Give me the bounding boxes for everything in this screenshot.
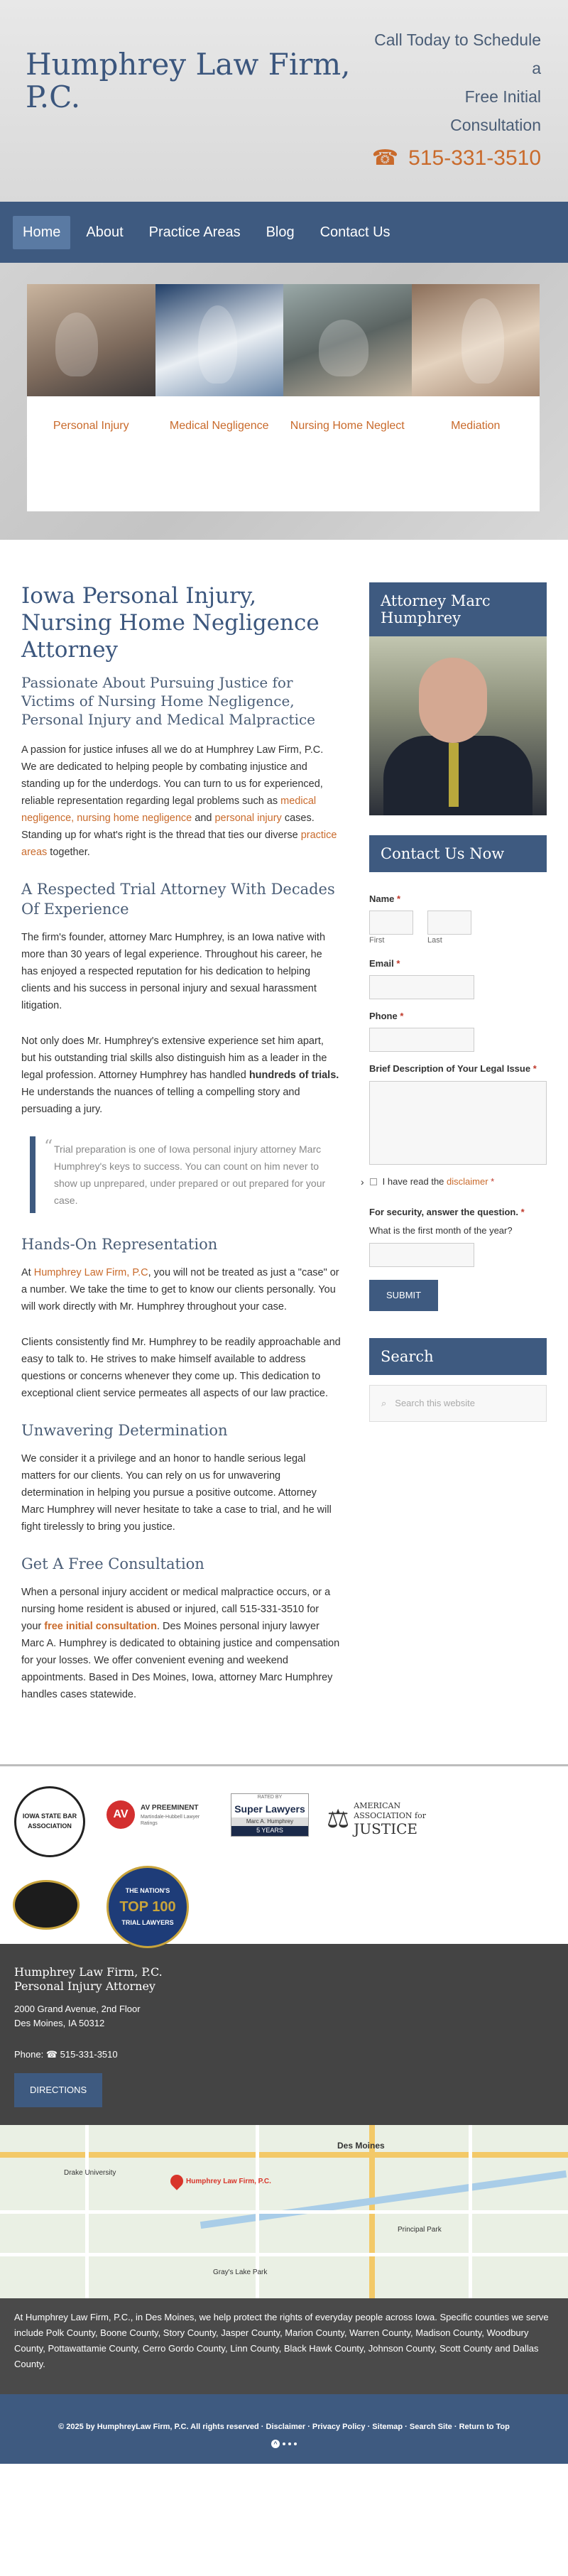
last-name-caption: Last xyxy=(427,936,442,945)
cta-line: Consultation xyxy=(450,116,541,134)
main-content xyxy=(21,582,341,1722)
map-label-drake: Drake University xyxy=(64,2169,116,2177)
link-personal-injury-inline[interactable]: personal injury xyxy=(214,813,282,824)
site-header xyxy=(0,0,568,202)
first-name-input[interactable] xyxy=(369,911,413,935)
phone-icon: ☎ xyxy=(45,2049,58,2060)
super-lawyers-logo[interactable]: RATED BY Super Lawyers Marc A. Humphrey 5 YEARS xyxy=(231,1793,309,1837)
section-heading-determination: Unwavering Determination xyxy=(21,1422,228,1439)
contact-widget xyxy=(361,835,547,1318)
security-answer-input[interactable] xyxy=(369,1243,474,1267)
disclaimer-link[interactable]: disclaimer xyxy=(447,1176,488,1188)
map-label-principal-park: Principal Park xyxy=(398,2226,442,2234)
chevron-up-icon[interactable]: ^ xyxy=(271,2440,280,2448)
search-icon: ⌕ xyxy=(381,1397,387,1408)
last-name-input[interactable] xyxy=(427,911,471,935)
map-label-firm: Humphrey Law Firm, P.C. xyxy=(186,2178,271,2185)
link-mediation[interactable]: Mediation xyxy=(451,420,501,432)
description-label: Brief Description of Your Legal Issue * xyxy=(369,1063,537,1075)
map-label-city: Des Moines xyxy=(337,2141,385,2151)
section-heading-hands-on: Hands-On Representation xyxy=(21,1236,218,1253)
site-logo[interactable]: Humphrey Law Firm, P.C. xyxy=(26,47,351,114)
name-label: Name * xyxy=(369,893,401,904)
disclaimer-text: I have read the disclaimer * xyxy=(382,1176,495,1188)
nav-practice-areas[interactable]: Practice Areas xyxy=(148,224,241,240)
disclaimer-checkbox[interactable] xyxy=(370,1178,377,1185)
top-100-logo[interactable]: THE NATION'S TOP 100 TRIAL LAWYERS xyxy=(106,1866,189,1948)
directions-button[interactable]: DIRECTIONS xyxy=(14,2073,102,2107)
av-mark: AV xyxy=(106,1800,135,1829)
search-widget xyxy=(369,1338,547,1422)
main-nav xyxy=(0,202,568,263)
search-placeholder: Search this website xyxy=(395,1397,476,1408)
copyright-text: © 2025 by HumphreyLaw Firm, P.C. All rights reserved · Disclaimer · Privacy Policy · Sitemap · Search Site · Return to Top xyxy=(58,2423,510,2431)
footer-address: 2000 Grand Avenue, 2nd Floor Des Moines, IA 50312 xyxy=(14,2004,141,2028)
page-subtitle: Passionate About Pursuing Justice for Victims of Nursing Home Negligence, Personal Injury and Medical Malpractice xyxy=(21,674,316,728)
cta-line: a xyxy=(532,59,541,77)
practice-photos xyxy=(27,284,540,396)
sidebar xyxy=(361,582,547,1722)
link-free-consultation[interactable]: free initial consultation xyxy=(44,1621,157,1632)
link-personal-injury[interactable]: Personal Injury xyxy=(53,420,129,432)
aaj-logo[interactable]: ⚖ AMERICAN ASSOCIATION for JUSTICE xyxy=(327,1799,426,1839)
attorney-portrait[interactable] xyxy=(369,636,547,815)
map-label-grays-lake: Gray's Lake Park xyxy=(213,2268,268,2276)
link-medical-nursing-negligence[interactable]: medical negligence, nursing home negligence xyxy=(21,795,317,824)
description-textarea[interactable] xyxy=(369,1081,547,1165)
trial-skills-paragraph: Not only does Mr. Humphrey's extensive experience set him apart, but his outstanding trial skills also distinguish him as a leader in the legal profession. Attorney Humphrey has handled hundreds of trials. He understands the nuances of telling a compelling story and persuading a jury. xyxy=(21,1036,339,1115)
link-firm-name[interactable]: Humphrey Law Firm, P.C xyxy=(33,1267,148,1278)
footer-phone: Phone: ☎ 515-331-3510 xyxy=(14,2049,118,2060)
link-practice-areas-inline[interactable]: practice areas xyxy=(21,830,337,858)
practice-panel xyxy=(27,284,540,511)
site-footer xyxy=(0,1944,568,2125)
nav-contact-us[interactable]: Contact Us xyxy=(320,224,390,240)
first-name-caption: First xyxy=(369,936,385,945)
intro-paragraph: A passion for justice infuses all we do at Humphrey Law Firm, P.C. We are dedicated to helping people by combating injustice and standing up for the underdogs. You can turn to us for experienced, reliable representation regarding legal problems such as medical negligence, nursing home negligence and personal injury cases. Standing up for what's right is the thread that ties our diverse practice areas together. xyxy=(21,744,337,858)
scales-icon: ⚖ xyxy=(327,1804,350,1833)
footer-firm-name: Humphrey Law Firm, P.C. xyxy=(14,1965,163,1979)
link-medical-negligence[interactable]: Medical Negligence xyxy=(169,420,269,432)
copyright-bar xyxy=(0,2394,568,2464)
footer-phone-number[interactable]: 515-331-3510 xyxy=(60,2049,118,2060)
location-map[interactable] xyxy=(0,2125,568,2298)
founder-paragraph: The firm's founder, attorney Marc Humphrey, is an Iowa native with more than 30 years of legal experience. Throughout his career, he has enjoyed a respected reputation for his dedication to helping clients and his success in personal injury and sexual harassment litigation. xyxy=(21,932,326,1011)
link-nursing-home-neglect[interactable]: Nursing Home Neglect xyxy=(290,420,405,432)
back-to-top[interactable] xyxy=(271,2440,297,2448)
approachable-paragraph: Clients consistently find Mr. Humphrey to be readily approachable and easy to talk to. He strives to make himself available to address questions or concerns whenever they come up. This dedication to exceptional client service permeates all aspects of our law practice. xyxy=(21,1337,341,1399)
disclaimer-row xyxy=(361,1175,547,1190)
isba-logo[interactable]: IOWA STATE BAR ASSOCIATION xyxy=(14,1786,85,1857)
nav-about[interactable]: About xyxy=(86,224,124,240)
section-heading-free-consultation: Get A Free Consultation xyxy=(21,1555,204,1572)
header-phone-number[interactable]: 515-331-3510 xyxy=(408,146,541,170)
header-phone[interactable] xyxy=(372,142,541,175)
search-input[interactable] xyxy=(369,1385,547,1422)
medical-negligence-photo[interactable] xyxy=(155,284,284,396)
pull-quote: “ Trial preparation is one of Iowa personal injury attorney Marc Humphrey's keys to success. You can count on him never to show up unprepared, under prepared or out prepared for your case. xyxy=(30,1136,341,1213)
nursing-home-photo[interactable] xyxy=(283,284,412,396)
hands-on-paragraph: At Humphrey Law Firm, P.C, you will not be treated as just a "case" or a number. We take the time to get to know our clients personally. You will work directly with Mr. Humphrey throughout your case. xyxy=(21,1267,339,1313)
contact-widget-title: Contact Us Now xyxy=(369,835,547,872)
cta-line: Free Initial xyxy=(464,87,541,106)
determination-paragraph: We consider it a privilege and an honor to handle serious legal matters for our clients. You can rely on us for unwavering determination in helping you pursue a positive outcome. Attorney Marc Humphrey will never hesitate to take a case to trial, and he will fight tirelessly to bring you justice. xyxy=(21,1453,332,1533)
personal-injury-photo[interactable] xyxy=(27,284,155,396)
nav-blog[interactable]: Blog xyxy=(266,224,295,240)
service-counties: At Humphrey Law Firm, P.C., in Des Moines, we help protect the rights of everyday people across Iowa. Specific counties we serve include Polk County, Boone County, Story County, Jasper County, Marion County, Warren County, Madison County, Woodbury County, Pottawattamie County, Cerro Gordo County, Linn County, Black Hawk County, Johnson County, Scott County and Dallas County. xyxy=(0,2298,568,2394)
page-title: Iowa Personal Injury, Nursing Home Negligence Attorney xyxy=(21,583,320,663)
attorney-widget-title: Attorney Marc Humphrey xyxy=(369,582,547,636)
main-area xyxy=(0,540,568,1722)
map-pin-icon[interactable] xyxy=(168,2172,185,2190)
practice-banner xyxy=(0,263,568,540)
quote-icon: “ xyxy=(44,1136,53,1156)
cta-text xyxy=(328,26,541,139)
email-field[interactable] xyxy=(369,975,474,999)
phone-label: Phone * xyxy=(369,1011,404,1022)
attorney-widget xyxy=(369,582,547,815)
mediation-photo[interactable] xyxy=(412,284,540,396)
cta-line: Call Today to Schedule xyxy=(374,31,541,49)
contact-form xyxy=(361,872,547,1318)
gold-shield-logo[interactable] xyxy=(13,1880,80,1930)
award-logos xyxy=(0,1766,568,1944)
consultation-paragraph: When a personal injury accident or medical malpractice occurs, or a nursing home resident is abused or injured, call 515-331-3510 for your free initial consultation. Des Moines personal injury lawyer Marc A. Humphrey is dedicated to obtaining justice and compensation for your losses. We offer convenient evening and weekend appointments. Based in Des Moines, Iowa, attorney Marc Humphrey handles cases statewide. xyxy=(21,1587,340,1700)
section-heading-trial-attorney: A Respected Trial Attorney With Decades Of Experience xyxy=(21,881,335,918)
security-question: What is the first month of the year? xyxy=(369,1225,513,1237)
footer-firm-tag: Personal Injury Attorney xyxy=(14,1979,155,1993)
nav-home[interactable]: Home xyxy=(13,216,70,249)
av-preeminent-logo[interactable]: AV AV PREEMINENT Martindale-Hubbell Lawyer Ratings xyxy=(106,1800,204,1829)
email-label: Email * xyxy=(369,958,400,969)
security-label: For security, answer the question. * xyxy=(369,1207,525,1218)
chevron-right-icon: › xyxy=(361,1175,364,1188)
phone-icon: ☎ xyxy=(371,146,399,170)
submit-button[interactable]: SUBMIT xyxy=(369,1280,438,1311)
search-widget-title: Search xyxy=(369,1338,547,1375)
practice-labels xyxy=(27,396,540,511)
phone-field[interactable] xyxy=(369,1028,474,1052)
